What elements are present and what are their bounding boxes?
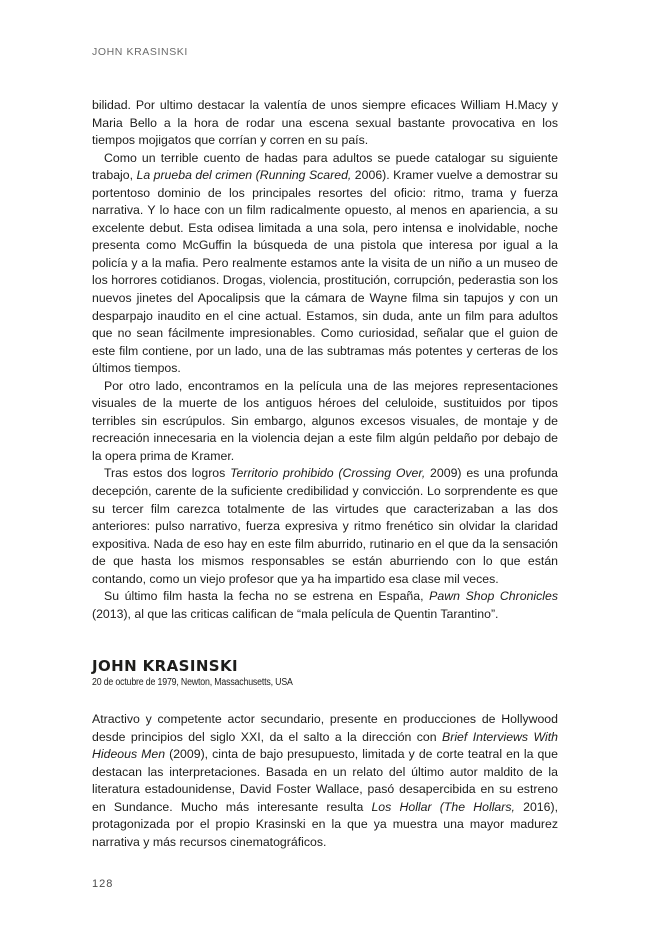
italic-title: Pawn Shop Chronicles (429, 589, 559, 604)
page-number: 128 (92, 878, 114, 890)
italic-title: Brief Interviews With Hideous Men (92, 729, 558, 762)
italic-title: Territorio prohibido (Crossing Over, (230, 466, 426, 481)
text-run: Por otro lado, encontramos en la película una de las mejores representaciones visuales de la muerte de los antiguos héroes del celuloide, sustituidos por tipos terribles sin escrúpulos. Sin embargo, algunos excesos visuales, de montaje y de recreación innecesaria en la violencia dejan a este film algún peldaño por debajo de la opera prima de Kramer. (92, 378, 558, 463)
text-run: (2009), cinta de bajo presupuesto, limitada y de corte teatral en la que destacan las interpretaciones. Basada en un relato del último autor maldito de la literatura estadounidense, David Foster Wallace, pasó desapercibida en su estreno en Sundance. Mucho más interesante resulta (92, 747, 558, 814)
italic-title: La prueba del crimen (Running Scared, (136, 168, 352, 183)
running-head: JOHN KRASINSKI (92, 46, 188, 58)
text-run: 2016), protagonizada por el propio Krasinski en la que ya muestra una mayor madurez narrativa y más recursos cinematográficos. (92, 799, 558, 849)
director-entry-heading (92, 657, 558, 690)
text-run: bilidad. Por ultimo destacar la valentía de unos siempre eficaces William H.Macy y Maria Bello a la hora de rodar una escena sexual bastante provocativa en los tiempos mojigatos que corrían y corren en su país. (92, 98, 558, 148)
paragraph (92, 97, 558, 150)
paragraph (92, 150, 558, 378)
text-run: Atractivo y competente actor secundario, presente en producciones de Hollywood desde principios del siglo XXI, da el salto a la dirección con (92, 712, 558, 744)
text-run: Como un terrible cuento de hadas para adultos se puede catalogar su siguiente trabajo, (92, 150, 558, 183)
paragraph (92, 588, 558, 623)
director-birth-info: 20 de octubre de 1979, Newton, Massachusetts, USA (92, 677, 293, 688)
director-bio (92, 711, 558, 851)
text-run: 2006). Kramer vuelve a demostrar su portentoso dominio de los principales resortes del oficio: ritmo, trama y fuerza narrativa. Y lo hace con un film radicalmente opuesto, al menos en apariencia, a su excelente debut. Esta odisea limitada a una sola, pero intensa e inolvidable, noche presenta como McGuffin la búsqueda de una pistola que interesa por igual a la policía y a la mafia. Pero realmente estamos ante la visita de un niño a un museo de los horrores cotidianos. Drogas, violencia, prostitución, corrupción, pederastia son los nuevos jinetes del Apocalipsis que la cámara de Wayne filma sin tapujos y con un desparpajo inaudito en el cine actual. Estamos, sin duda, ante un film para adultos que no sean fácilmente impresionables. Como curiosidad, señalar que el guion de este film contiene, por un lado, una de las subtramas más potentes y certeras de los últimos tiempos. (92, 168, 559, 376)
text-run: (2013), al que las criticas califican de “mala película de Quentin Tarantino”. (92, 606, 499, 621)
bio-paragraph (92, 711, 558, 851)
text-run: 2009) es una profunda decepción, carente de la suficiente credibilidad y convicción. Lo sorprendente es que su tercer film carezca totalmente de las virtudes que caracterizaban a las dos anteriores: pulso narrativo, fuerza expresiva y ritmo frenético sin olvidar la claridad expositiva. Nada de eso hay en este film aburrido, rutinario en el que da la sensación de que hasta los mismos responsables se están aburriendo con lo que están contando, como un viejo profesor que ya ha impartido esa clase mil veces. (92, 466, 558, 586)
italic-title: Los Hollar (The Hollars, (371, 799, 515, 814)
body-text (92, 97, 558, 623)
paragraph (92, 465, 558, 588)
paragraph (92, 378, 558, 466)
text-run: Su último film hasta la fecha no se estrena en España, (104, 589, 430, 604)
text-run: Tras estos dos logros (104, 466, 231, 481)
director-name: JOHN KRASINSKI (92, 657, 238, 675)
